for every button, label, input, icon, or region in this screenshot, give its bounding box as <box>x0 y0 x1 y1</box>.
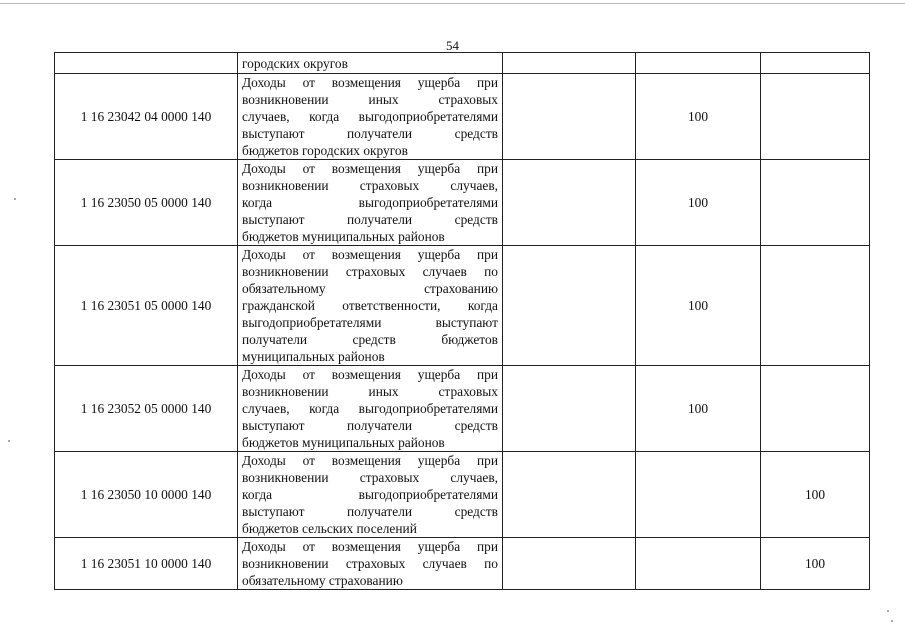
table-row <box>55 366 870 452</box>
revenue-name-cell <box>238 538 503 590</box>
revenue-name-line: случаев, когда выгодоприобретателями <box>242 401 498 416</box>
revenue-name-line: Доходы от возмещения ущерба при <box>242 247 498 262</box>
revenue-name-line: Доходы от возмещения ущерба при <box>242 453 498 468</box>
revenue-name-line: выступают получатели средств <box>242 504 498 519</box>
scan-speck <box>8 440 10 442</box>
revenue-name-line: возникновении страховых случаев, <box>242 470 498 485</box>
table-row <box>55 74 870 160</box>
revenue-name-line: Доходы от возмещения ущерба при <box>242 75 498 90</box>
revenue-name-line: обязательному страхованию <box>242 281 498 296</box>
norm-col4-cell: 100 <box>636 246 761 366</box>
norm-col4-cell <box>636 53 761 74</box>
revenue-name-line: получатели средств бюджетов <box>242 332 498 347</box>
revenue-name-line: когда выгодоприобретателями <box>242 487 498 502</box>
revenue-name-line: возникновении иных страховых <box>242 92 498 107</box>
norm-col5-cell <box>761 74 870 160</box>
revenue-name-line: выступают получатели средств <box>242 126 498 141</box>
norm-col3-cell <box>503 53 636 74</box>
revenue-name-line: случаев, когда выгодоприобретателями <box>242 109 498 124</box>
revenue-name-line: городских округов <box>242 55 348 71</box>
norm-col4-cell: 100 <box>636 366 761 452</box>
norm-col3-cell <box>503 366 636 452</box>
budget-code-cell: 1 16 23051 05 0000 140 <box>55 246 238 366</box>
norm-col3-cell <box>503 538 636 590</box>
revenue-name-line: возникновении страховых случаев по <box>242 264 498 279</box>
norm-col3-cell <box>503 246 636 366</box>
norm-col3-cell <box>503 452 636 538</box>
table-row <box>55 452 870 538</box>
norm-col4-cell <box>636 452 761 538</box>
norm-col5-cell <box>761 160 870 246</box>
norm-col5-cell <box>761 53 870 74</box>
norm-col5-cell <box>761 366 870 452</box>
revenue-name-line: бюджетов сельских поселений <box>242 521 417 536</box>
budget-code-cell: 1 16 23050 10 0000 140 <box>55 452 238 538</box>
revenue-name-line: муниципальных районов <box>242 349 385 364</box>
scan-speck <box>887 610 889 612</box>
budget-code-cell: 1 16 23042 04 0000 140 <box>55 74 238 160</box>
norm-col4-cell: 100 <box>636 160 761 246</box>
revenue-name-line: Доходы от возмещения ущерба при <box>242 161 498 176</box>
revenue-name-line: бюджетов городских округов <box>242 143 408 158</box>
norm-col3-cell <box>503 74 636 160</box>
revenue-name-line: Доходы от возмещения ущерба при <box>242 367 498 382</box>
norm-col3-cell <box>503 160 636 246</box>
revenue-name-line: выгодоприобретателями выступают <box>242 315 498 330</box>
page-number: 54 <box>446 38 459 53</box>
table-row <box>55 53 870 74</box>
revenue-name-line: возникновении иных страховых <box>242 384 498 399</box>
budget-code-cell: 1 16 23052 05 0000 140 <box>55 366 238 452</box>
revenue-name-cell <box>238 246 503 366</box>
budget-code-cell <box>55 53 238 74</box>
budget-code-cell: 1 16 23051 10 0000 140 <box>55 538 238 590</box>
norm-col4-cell: 100 <box>636 74 761 160</box>
revenue-name-line: возникновении страховых случаев, <box>242 178 498 193</box>
revenue-name-line: гражданской ответственности, когда <box>242 298 498 313</box>
revenue-name-line: выступают получатели средств <box>242 212 498 227</box>
revenue-name-cell <box>238 452 503 538</box>
revenue-name-cell <box>238 160 503 246</box>
revenue-name-line: обязательному страхованию <box>242 573 403 588</box>
table-row <box>55 246 870 366</box>
revenue-name-line: бюджетов муниципальных районов <box>242 229 445 244</box>
revenue-codes-table <box>54 52 870 590</box>
table-row <box>55 160 870 246</box>
norm-col5-cell: 100 <box>761 538 870 590</box>
revenue-name-line: когда выгодоприобретателями <box>242 195 498 210</box>
scan-top-edge <box>0 3 905 4</box>
revenue-name-cell <box>238 74 503 160</box>
scan-speck <box>891 620 893 622</box>
norm-col5-cell: 100 <box>761 452 870 538</box>
norm-col5-cell <box>761 246 870 366</box>
table-row <box>55 538 870 590</box>
revenue-name-cell <box>238 53 503 74</box>
revenue-name-line: выступают получатели средств <box>242 418 498 433</box>
revenue-name-line: возникновении страховых случаев по <box>242 556 498 571</box>
revenue-name-cell <box>238 366 503 452</box>
budget-code-cell: 1 16 23050 05 0000 140 <box>55 160 238 246</box>
norm-col4-cell <box>636 538 761 590</box>
revenue-name-line: Доходы от возмещения ущерба при <box>242 539 498 554</box>
revenue-name-line: бюджетов муниципальных районов <box>242 435 445 450</box>
table-body <box>55 53 870 590</box>
scan-speck <box>14 198 16 200</box>
